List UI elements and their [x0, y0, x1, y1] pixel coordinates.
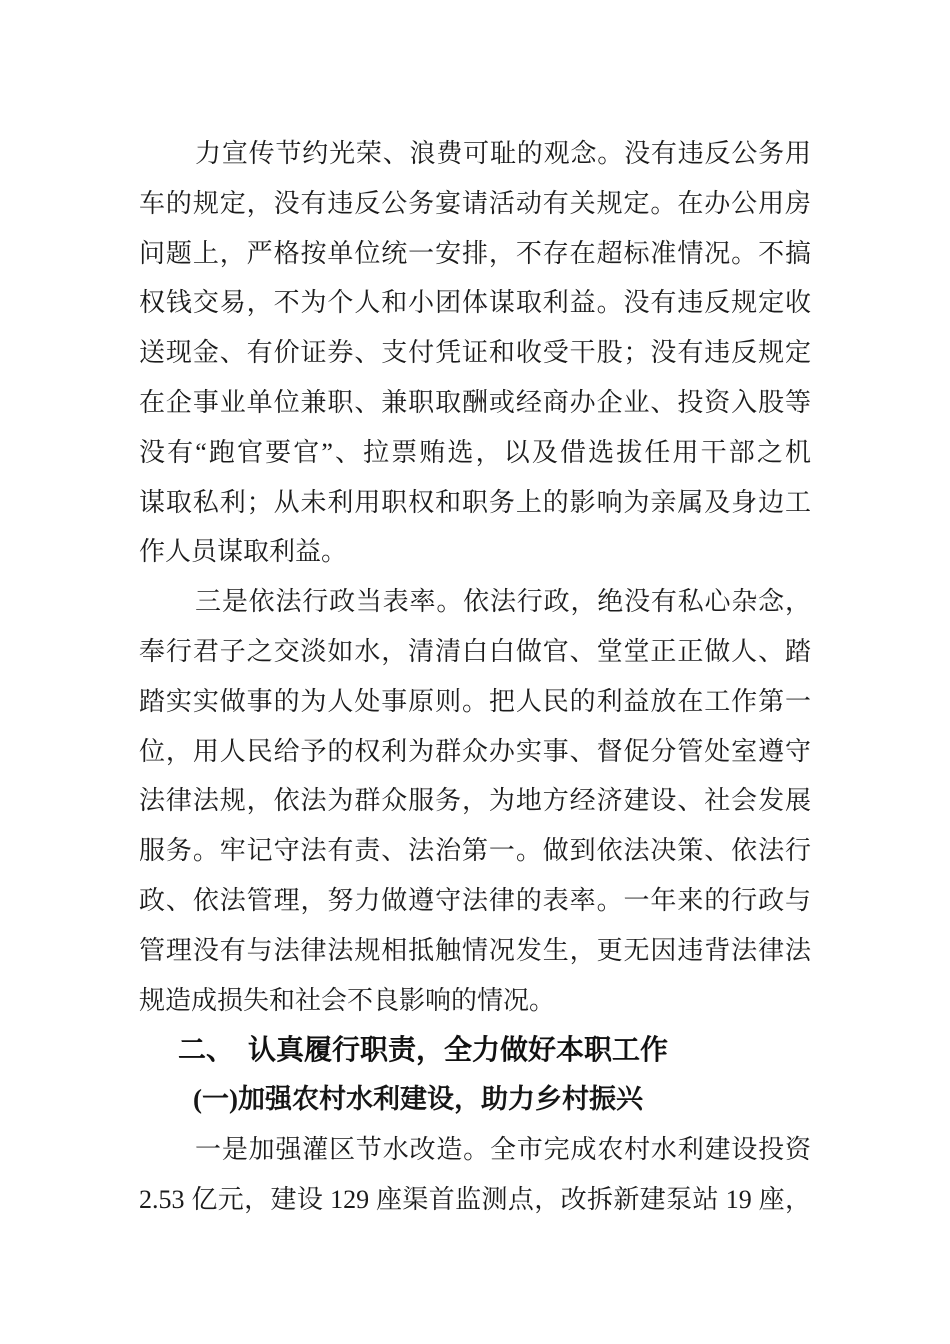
text-line: 规造成损失和社会不良影响的情况。	[139, 985, 556, 1015]
text-line: 三是依法行政当表率。依法行政，绝没有私心杂念，	[195, 587, 811, 617]
text-line: 政、依法管理，努力做遵守法律的表率。一年来的行政与	[139, 885, 811, 915]
subsection-heading: (一)加强农村水利建设，助力乡村振兴	[193, 1084, 643, 1115]
text-line: 一是加强灌区节水改造。全市完成农村水利建设投资	[195, 1134, 811, 1164]
text-line: 作人员谋取利益。	[139, 537, 348, 567]
text-line: 力宣传节约光荣、浪费可耻的观念。没有违反公务用	[195, 139, 811, 168]
text-line: 没有“跑官要官”、拉票贿选，以及借选拔任用干部之机	[139, 437, 811, 467]
text-line: 谋取私利；从未利用职权和职务上的影响为亲属及身边工	[139, 487, 811, 517]
text-line: 奉行君子之交淡如水，清清白白做官、堂堂正正做人、踏	[139, 636, 811, 666]
text-line: 车的规定，没有违反公务宴请活动有关规定。在办公用房	[139, 188, 811, 218]
section-heading: 二、 认真履行职责，全力做好本职工作	[178, 1034, 669, 1066]
text-line: 在企事业单位兼职、兼职取酬或经商办企业、投资入股等	[139, 387, 811, 417]
text-line: 权钱交易，不为个人和小团体谋取利益。没有违反规定收	[139, 288, 811, 318]
text-line: 2.53 亿元，建设 129 座渠首监测点，改拆新建泵站 19 座，	[139, 1184, 811, 1214]
text-line: 法律法规，依法为群众服务，为地方经济建设、社会发展	[139, 786, 811, 816]
text-line: 位，用人民给予的权利为群众办实事、督促分管处室遵守	[139, 736, 811, 766]
text-line: 服务。牢记守法有责、法治第一。做到依法决策、依法行	[139, 836, 811, 866]
text-line: 送现金、有价证券、支付凭证和收受干股；没有违反规定	[139, 338, 811, 368]
text-line: 踏实实做事的为人处事原则。把人民的利益放在工作第一	[139, 686, 811, 716]
text-line: 问题上，严格按单位统一安排，不存在超标准情况。不搞	[139, 238, 811, 268]
text-line: 管理没有与法律法规相抵触情况发生，更无因违背法律法	[139, 935, 811, 965]
